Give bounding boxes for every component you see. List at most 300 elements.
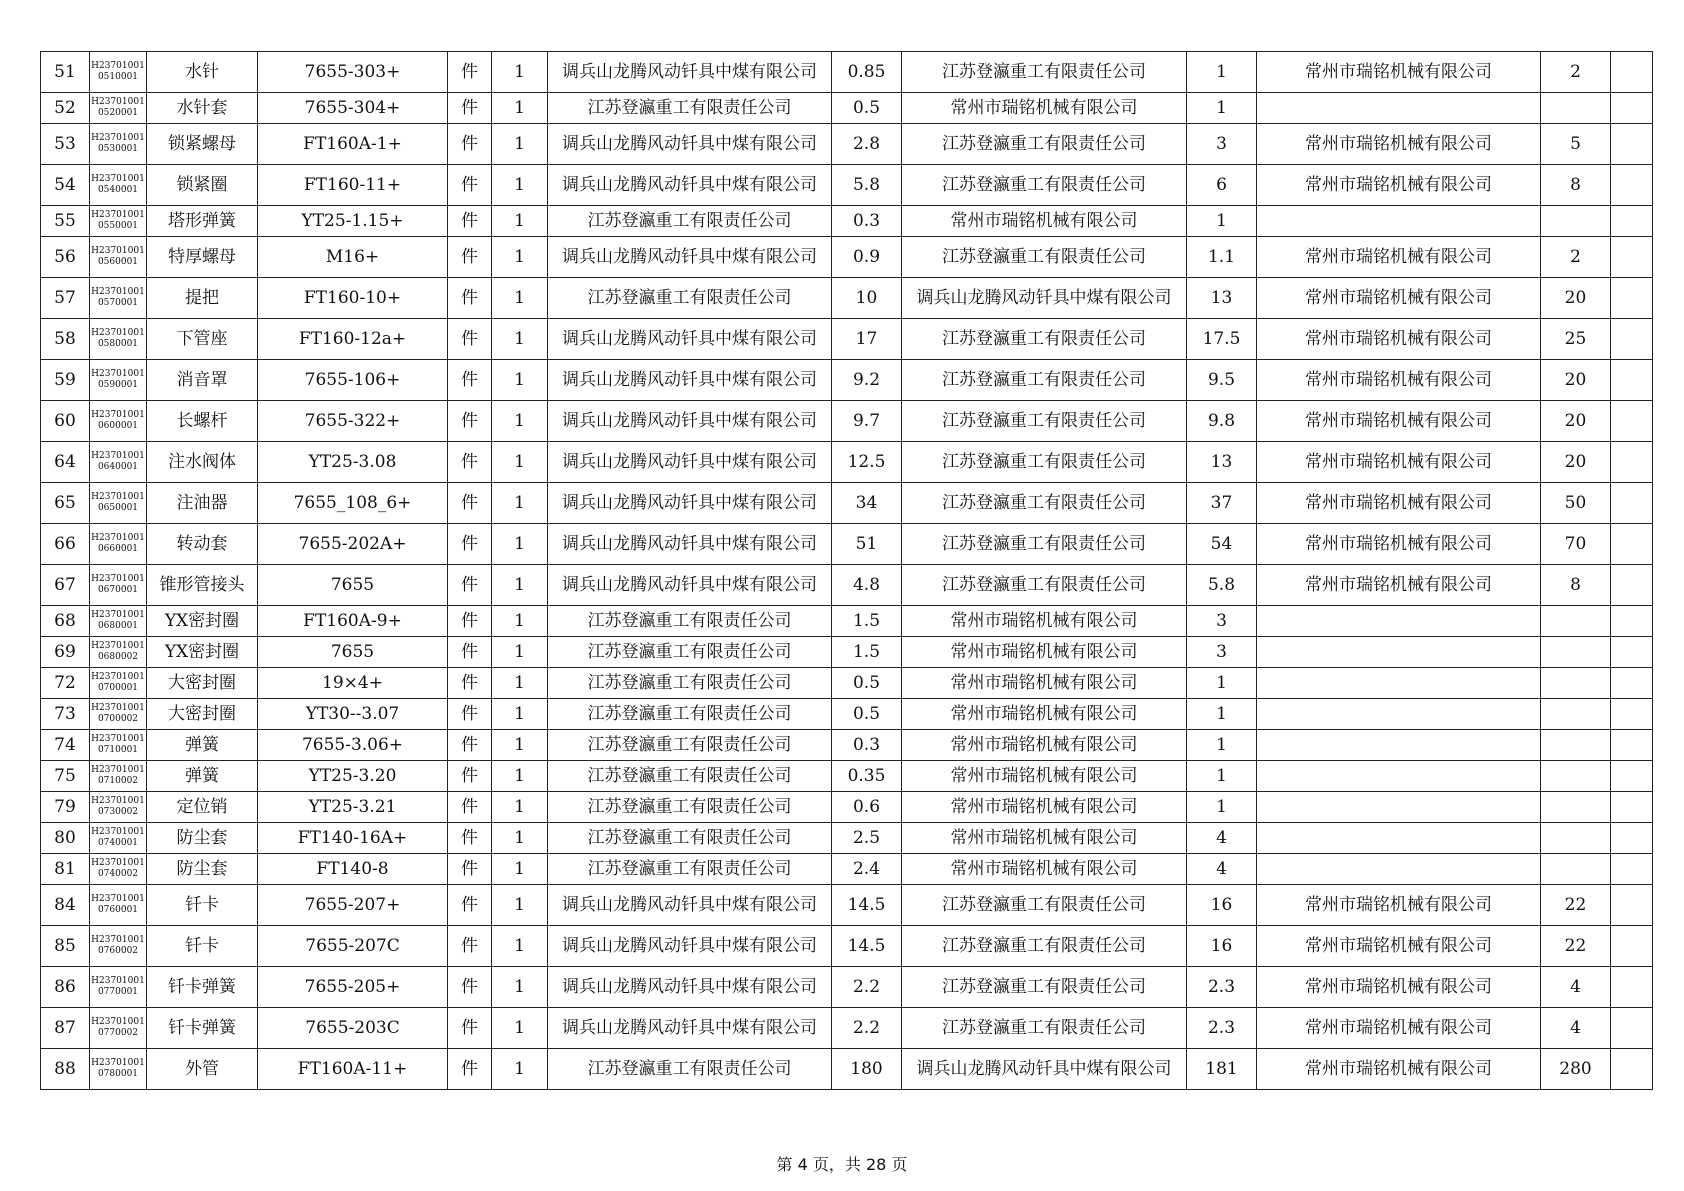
blank-cell: [1611, 442, 1653, 483]
price-1-cell: 9.7: [832, 401, 902, 442]
price-2-cell: 1: [1187, 206, 1257, 237]
unit-cell: 件: [448, 401, 492, 442]
material-code-cell: H237010010570001: [90, 278, 147, 319]
price-3-cell: [1541, 206, 1611, 237]
quantity-cell: 1: [492, 606, 548, 637]
supplier-3-cell: 常州市瑞铭机械有限公司: [1257, 483, 1541, 524]
blank-cell: [1611, 761, 1653, 792]
supplier-2-cell: 常州市瑞铭机械有限公司: [902, 854, 1187, 885]
table-row: [41, 1049, 1653, 1090]
material-code-cell: H237010010670001: [90, 565, 147, 606]
unit-cell: 件: [448, 565, 492, 606]
supplier-2-cell: 江苏登瀛重工有限责任公司: [902, 442, 1187, 483]
supplier-1-cell: 调兵山龙腾风动钎具中煤有限公司: [548, 1008, 832, 1049]
supplier-3-cell: 常州市瑞铭机械有限公司: [1257, 1049, 1541, 1090]
price-2-cell: 9.5: [1187, 360, 1257, 401]
price-3-cell: 70: [1541, 524, 1611, 565]
price-1-cell: 0.3: [832, 730, 902, 761]
row-number-cell: 75: [41, 761, 90, 792]
price-3-cell: [1541, 730, 1611, 761]
quantity-cell: 1: [492, 524, 548, 565]
row-number-cell: 64: [41, 442, 90, 483]
price-1-cell: 0.35: [832, 761, 902, 792]
quantity-cell: 1: [492, 885, 548, 926]
table-row: [41, 637, 1653, 668]
price-2-cell: 13: [1187, 442, 1257, 483]
supplier-3-cell: 常州市瑞铭机械有限公司: [1257, 237, 1541, 278]
material-code-cell: H237010010710001: [90, 730, 147, 761]
row-number-cell: 86: [41, 967, 90, 1008]
item-spec-cell: FT160A-1+: [258, 124, 448, 165]
supplier-1-cell: 江苏登瀛重工有限责任公司: [548, 668, 832, 699]
quantity-cell: 1: [492, 668, 548, 699]
item-spec-cell: YT25-3.08: [258, 442, 448, 483]
price-1-cell: 1.5: [832, 606, 902, 637]
quantity-cell: 1: [492, 792, 548, 823]
row-number-cell: 85: [41, 926, 90, 967]
blank-cell: [1611, 237, 1653, 278]
price-2-cell: 37: [1187, 483, 1257, 524]
table-row: [41, 206, 1653, 237]
supplier-1-cell: 调兵山龙腾风动钎具中煤有限公司: [548, 237, 832, 278]
quantity-cell: 1: [492, 854, 548, 885]
table-row: [41, 730, 1653, 761]
supplier-1-cell: 调兵山龙腾风动钎具中煤有限公司: [548, 565, 832, 606]
quantity-cell: 1: [492, 442, 548, 483]
unit-cell: 件: [448, 926, 492, 967]
supplier-2-cell: 常州市瑞铭机械有限公司: [902, 637, 1187, 668]
table-row: [41, 237, 1653, 278]
item-name-cell: 转动套: [147, 524, 258, 565]
price-1-cell: 0.5: [832, 668, 902, 699]
supplier-2-cell: 常州市瑞铭机械有限公司: [902, 668, 1187, 699]
unit-cell: 件: [448, 319, 492, 360]
item-name-cell: 钎卡弹簧: [147, 967, 258, 1008]
supplier-1-cell: 江苏登瀛重工有限责任公司: [548, 730, 832, 761]
item-spec-cell: 19×4+: [258, 668, 448, 699]
material-code-cell: H237010010760002: [90, 926, 147, 967]
item-name-cell: 锥形管接头: [147, 565, 258, 606]
blank-cell: [1611, 967, 1653, 1008]
supplier-1-cell: 江苏登瀛重工有限责任公司: [548, 637, 832, 668]
item-spec-cell: 7655-203C: [258, 1008, 448, 1049]
item-spec-cell: 7655-304+: [258, 93, 448, 124]
item-spec-cell: 7655-3.06+: [258, 730, 448, 761]
price-2-cell: 1: [1187, 52, 1257, 93]
supplier-3-cell: [1257, 854, 1541, 885]
item-spec-cell: 7655: [258, 637, 448, 668]
item-name-cell: 定位销: [147, 792, 258, 823]
row-number-cell: 79: [41, 792, 90, 823]
item-spec-cell: 7655-322+: [258, 401, 448, 442]
supplier-2-cell: 江苏登瀛重工有限责任公司: [902, 319, 1187, 360]
item-name-cell: 钎卡: [147, 926, 258, 967]
quantity-cell: 1: [492, 823, 548, 854]
price-2-cell: 3: [1187, 124, 1257, 165]
price-1-cell: 0.5: [832, 699, 902, 730]
material-code-cell: H237010010740002: [90, 854, 147, 885]
supplier-2-cell: 江苏登瀛重工有限责任公司: [902, 52, 1187, 93]
supplier-1-cell: 江苏登瀛重工有限责任公司: [548, 93, 832, 124]
price-3-cell: 50: [1541, 483, 1611, 524]
item-name-cell: 弹簧: [147, 730, 258, 761]
item-spec-cell: YT30--3.07: [258, 699, 448, 730]
price-2-cell: 1: [1187, 761, 1257, 792]
price-3-cell: 20: [1541, 401, 1611, 442]
table-row: [41, 360, 1653, 401]
price-1-cell: 51: [832, 524, 902, 565]
price-2-cell: 1: [1187, 730, 1257, 761]
supplier-2-cell: 江苏登瀛重工有限责任公司: [902, 885, 1187, 926]
quantity-cell: 1: [492, 730, 548, 761]
quantity-cell: 1: [492, 565, 548, 606]
supplier-1-cell: 江苏登瀛重工有限责任公司: [548, 278, 832, 319]
unit-cell: 件: [448, 278, 492, 319]
blank-cell: [1611, 1008, 1653, 1049]
price-2-cell: 5.8: [1187, 565, 1257, 606]
blank-cell: [1611, 854, 1653, 885]
price-3-cell: 22: [1541, 926, 1611, 967]
supplier-1-cell: 调兵山龙腾风动钎具中煤有限公司: [548, 52, 832, 93]
supplier-1-cell: 调兵山龙腾风动钎具中煤有限公司: [548, 165, 832, 206]
row-number-cell: 59: [41, 360, 90, 401]
supplier-3-cell: [1257, 730, 1541, 761]
supplier-1-cell: 江苏登瀛重工有限责任公司: [548, 823, 832, 854]
item-spec-cell: 7655-303+: [258, 52, 448, 93]
price-2-cell: 2.3: [1187, 1008, 1257, 1049]
unit-cell: 件: [448, 52, 492, 93]
blank-cell: [1611, 124, 1653, 165]
price-2-cell: 13: [1187, 278, 1257, 319]
blank-cell: [1611, 926, 1653, 967]
price-2-cell: 1: [1187, 668, 1257, 699]
table-row: [41, 483, 1653, 524]
material-code-cell: H237010010780001: [90, 1049, 147, 1090]
table-row: [41, 52, 1653, 93]
supplier-2-cell: 江苏登瀛重工有限责任公司: [902, 524, 1187, 565]
table-row: [41, 1008, 1653, 1049]
unit-cell: 件: [448, 124, 492, 165]
item-spec-cell: 7655: [258, 565, 448, 606]
price-3-cell: 4: [1541, 967, 1611, 1008]
price-3-cell: [1541, 699, 1611, 730]
item-name-cell: 锁紧螺母: [147, 124, 258, 165]
table-row: [41, 823, 1653, 854]
item-spec-cell: YT25-1.15+: [258, 206, 448, 237]
material-code-cell: H237010010650001: [90, 483, 147, 524]
table-row: [41, 93, 1653, 124]
blank-cell: [1611, 93, 1653, 124]
table-row: [41, 926, 1653, 967]
item-name-cell: 钎卡弹簧: [147, 1008, 258, 1049]
quantity-cell: 1: [492, 926, 548, 967]
supplier-1-cell: 调兵山龙腾风动钎具中煤有限公司: [548, 319, 832, 360]
unit-cell: 件: [448, 854, 492, 885]
table-row: [41, 885, 1653, 926]
table-row: [41, 565, 1653, 606]
unit-cell: 件: [448, 360, 492, 401]
supplier-1-cell: 调兵山龙腾风动钎具中煤有限公司: [548, 360, 832, 401]
item-spec-cell: FT140-8: [258, 854, 448, 885]
item-name-cell: 防尘套: [147, 854, 258, 885]
quantity-cell: 1: [492, 699, 548, 730]
item-name-cell: 特厚螺母: [147, 237, 258, 278]
material-code-cell: H237010010580001: [90, 319, 147, 360]
table-body: [41, 52, 1653, 1090]
material-code-cell: H237010010660001: [90, 524, 147, 565]
table-row: [41, 792, 1653, 823]
quantity-cell: 1: [492, 967, 548, 1008]
table-row: [41, 699, 1653, 730]
item-name-cell: 大密封圈: [147, 668, 258, 699]
material-code-cell: H237010010680001: [90, 606, 147, 637]
quantity-cell: 1: [492, 52, 548, 93]
price-3-cell: 8: [1541, 565, 1611, 606]
supplier-1-cell: 调兵山龙腾风动钎具中煤有限公司: [548, 483, 832, 524]
price-3-cell: [1541, 854, 1611, 885]
row-number-cell: 69: [41, 637, 90, 668]
blank-cell: [1611, 606, 1653, 637]
price-1-cell: 1.5: [832, 637, 902, 668]
material-code-cell: H237010010770002: [90, 1008, 147, 1049]
unit-cell: 件: [448, 93, 492, 124]
item-name-cell: 钎卡: [147, 885, 258, 926]
item-name-cell: 弹簧: [147, 761, 258, 792]
price-3-cell: 20: [1541, 360, 1611, 401]
price-3-cell: 25: [1541, 319, 1611, 360]
price-1-cell: 2.2: [832, 1008, 902, 1049]
quantity-cell: 1: [492, 1049, 548, 1090]
item-spec-cell: 7655-205+: [258, 967, 448, 1008]
price-3-cell: 5: [1541, 124, 1611, 165]
supplier-1-cell: 调兵山龙腾风动钎具中煤有限公司: [548, 967, 832, 1008]
blank-cell: [1611, 165, 1653, 206]
row-number-cell: 84: [41, 885, 90, 926]
item-spec-cell: FT160-12a+: [258, 319, 448, 360]
table-row: [41, 854, 1653, 885]
price-2-cell: 6: [1187, 165, 1257, 206]
supplier-2-cell: 江苏登瀛重工有限责任公司: [902, 360, 1187, 401]
supplier-2-cell: 常州市瑞铭机械有限公司: [902, 699, 1187, 730]
blank-cell: [1611, 668, 1653, 699]
supplier-2-cell: 常州市瑞铭机械有限公司: [902, 93, 1187, 124]
item-spec-cell: YT25-3.21: [258, 792, 448, 823]
unit-cell: 件: [448, 792, 492, 823]
price-3-cell: [1541, 792, 1611, 823]
item-name-cell: 外管: [147, 1049, 258, 1090]
quantity-cell: 1: [492, 93, 548, 124]
blank-cell: [1611, 823, 1653, 854]
row-number-cell: 68: [41, 606, 90, 637]
price-2-cell: 16: [1187, 926, 1257, 967]
supplier-3-cell: [1257, 699, 1541, 730]
price-1-cell: 10: [832, 278, 902, 319]
price-2-cell: 3: [1187, 637, 1257, 668]
price-3-cell: [1541, 668, 1611, 699]
price-1-cell: 9.2: [832, 360, 902, 401]
price-2-cell: 4: [1187, 823, 1257, 854]
material-code-cell: H237010010700001: [90, 668, 147, 699]
unit-cell: 件: [448, 165, 492, 206]
supplier-3-cell: [1257, 761, 1541, 792]
row-number-cell: 80: [41, 823, 90, 854]
row-number-cell: 65: [41, 483, 90, 524]
unit-cell: 件: [448, 606, 492, 637]
material-code-cell: H237010010730002: [90, 792, 147, 823]
unit-cell: 件: [448, 699, 492, 730]
blank-cell: [1611, 524, 1653, 565]
item-spec-cell: 7655-106+: [258, 360, 448, 401]
unit-cell: 件: [448, 206, 492, 237]
price-comparison-table: [40, 51, 1653, 1090]
quantity-cell: 1: [492, 124, 548, 165]
supplier-2-cell: 江苏登瀛重工有限责任公司: [902, 967, 1187, 1008]
item-name-cell: YX密封圈: [147, 606, 258, 637]
quantity-cell: 1: [492, 206, 548, 237]
supplier-1-cell: 江苏登瀛重工有限责任公司: [548, 854, 832, 885]
supplier-3-cell: [1257, 93, 1541, 124]
supplier-3-cell: 常州市瑞铭机械有限公司: [1257, 165, 1541, 206]
row-number-cell: 72: [41, 668, 90, 699]
quantity-cell: 1: [492, 483, 548, 524]
material-code-cell: H237010010770001: [90, 967, 147, 1008]
unit-cell: 件: [448, 730, 492, 761]
unit-cell: 件: [448, 637, 492, 668]
price-1-cell: 14.5: [832, 885, 902, 926]
supplier-3-cell: 常州市瑞铭机械有限公司: [1257, 524, 1541, 565]
row-number-cell: 67: [41, 565, 90, 606]
material-code-cell: H237010010550001: [90, 206, 147, 237]
row-number-cell: 87: [41, 1008, 90, 1049]
item-name-cell: 大密封圈: [147, 699, 258, 730]
supplier-3-cell: 常州市瑞铭机械有限公司: [1257, 442, 1541, 483]
row-number-cell: 53: [41, 124, 90, 165]
supplier-2-cell: 常州市瑞铭机械有限公司: [902, 606, 1187, 637]
supplier-2-cell: 调兵山龙腾风动钎具中煤有限公司: [902, 278, 1187, 319]
material-code-cell: H237010010600001: [90, 401, 147, 442]
table-row: [41, 165, 1653, 206]
supplier-3-cell: [1257, 668, 1541, 699]
blank-cell: [1611, 1049, 1653, 1090]
row-number-cell: 58: [41, 319, 90, 360]
supplier-2-cell: 常州市瑞铭机械有限公司: [902, 792, 1187, 823]
item-name-cell: 防尘套: [147, 823, 258, 854]
quantity-cell: 1: [492, 165, 548, 206]
blank-cell: [1611, 52, 1653, 93]
row-number-cell: 56: [41, 237, 90, 278]
item-name-cell: 提把: [147, 278, 258, 319]
quantity-cell: 1: [492, 278, 548, 319]
blank-cell: [1611, 885, 1653, 926]
price-1-cell: 0.85: [832, 52, 902, 93]
unit-cell: 件: [448, 967, 492, 1008]
price-3-cell: 8: [1541, 165, 1611, 206]
unit-cell: 件: [448, 761, 492, 792]
supplier-3-cell: [1257, 637, 1541, 668]
page-footer: 第 4 页，共 28 页: [776, 1155, 908, 1174]
price-1-cell: 12.5: [832, 442, 902, 483]
material-code-cell: H237010010560001: [90, 237, 147, 278]
price-1-cell: 2.5: [832, 823, 902, 854]
supplier-2-cell: 江苏登瀛重工有限责任公司: [902, 165, 1187, 206]
item-spec-cell: 7655-207C: [258, 926, 448, 967]
price-2-cell: 3: [1187, 606, 1257, 637]
supplier-2-cell: 江苏登瀛重工有限责任公司: [902, 237, 1187, 278]
unit-cell: 件: [448, 885, 492, 926]
table-row: [41, 401, 1653, 442]
blank-cell: [1611, 360, 1653, 401]
item-name-cell: 注油器: [147, 483, 258, 524]
unit-cell: 件: [448, 1049, 492, 1090]
unit-cell: 件: [448, 823, 492, 854]
row-number-cell: 66: [41, 524, 90, 565]
material-code-cell: H237010010590001: [90, 360, 147, 401]
supplier-3-cell: 常州市瑞铭机械有限公司: [1257, 278, 1541, 319]
supplier-3-cell: 常州市瑞铭机械有限公司: [1257, 319, 1541, 360]
price-1-cell: 0.5: [832, 93, 902, 124]
quantity-cell: 1: [492, 1008, 548, 1049]
supplier-1-cell: 调兵山龙腾风动钎具中煤有限公司: [548, 885, 832, 926]
row-number-cell: 52: [41, 93, 90, 124]
supplier-1-cell: 调兵山龙腾风动钎具中煤有限公司: [548, 926, 832, 967]
price-1-cell: 5.8: [832, 165, 902, 206]
price-2-cell: 1: [1187, 93, 1257, 124]
quantity-cell: 1: [492, 637, 548, 668]
item-spec-cell: FT160-10+: [258, 278, 448, 319]
supplier-3-cell: [1257, 823, 1541, 854]
blank-cell: [1611, 730, 1653, 761]
row-number-cell: 57: [41, 278, 90, 319]
supplier-3-cell: 常州市瑞铭机械有限公司: [1257, 1008, 1541, 1049]
item-spec-cell: FT160A-11+: [258, 1049, 448, 1090]
unit-cell: 件: [448, 1008, 492, 1049]
price-3-cell: [1541, 823, 1611, 854]
supplier-3-cell: [1257, 606, 1541, 637]
item-name-cell: 消音罩: [147, 360, 258, 401]
row-number-cell: 73: [41, 699, 90, 730]
item-spec-cell: 7655-207+: [258, 885, 448, 926]
item-name-cell: 长螺杆: [147, 401, 258, 442]
material-code-cell: H237010010520001: [90, 93, 147, 124]
supplier-2-cell: 常州市瑞铭机械有限公司: [902, 730, 1187, 761]
unit-cell: 件: [448, 483, 492, 524]
price-1-cell: 0.9: [832, 237, 902, 278]
item-name-cell: 锁紧圈: [147, 165, 258, 206]
item-spec-cell: 7655-202A+: [258, 524, 448, 565]
quantity-cell: 1: [492, 237, 548, 278]
material-code-cell: H237010010640001: [90, 442, 147, 483]
supplier-3-cell: 常州市瑞铭机械有限公司: [1257, 967, 1541, 1008]
supplier-1-cell: 调兵山龙腾风动钎具中煤有限公司: [548, 442, 832, 483]
price-1-cell: 0.3: [832, 206, 902, 237]
blank-cell: [1611, 699, 1653, 730]
supplier-1-cell: 江苏登瀛重工有限责任公司: [548, 1049, 832, 1090]
price-3-cell: 20: [1541, 442, 1611, 483]
supplier-3-cell: 常州市瑞铭机械有限公司: [1257, 52, 1541, 93]
table-row: [41, 606, 1653, 637]
supplier-1-cell: 江苏登瀛重工有限责任公司: [548, 761, 832, 792]
price-3-cell: [1541, 93, 1611, 124]
supplier-2-cell: 调兵山龙腾风动钎具中煤有限公司: [902, 1049, 1187, 1090]
material-code-cell: H237010010710002: [90, 761, 147, 792]
item-spec-cell: M16+: [258, 237, 448, 278]
blank-cell: [1611, 637, 1653, 668]
price-3-cell: 280: [1541, 1049, 1611, 1090]
price-3-cell: 22: [1541, 885, 1611, 926]
item-name-cell: 注水阀体: [147, 442, 258, 483]
row-number-cell: 60: [41, 401, 90, 442]
item-spec-cell: FT160A-9+: [258, 606, 448, 637]
